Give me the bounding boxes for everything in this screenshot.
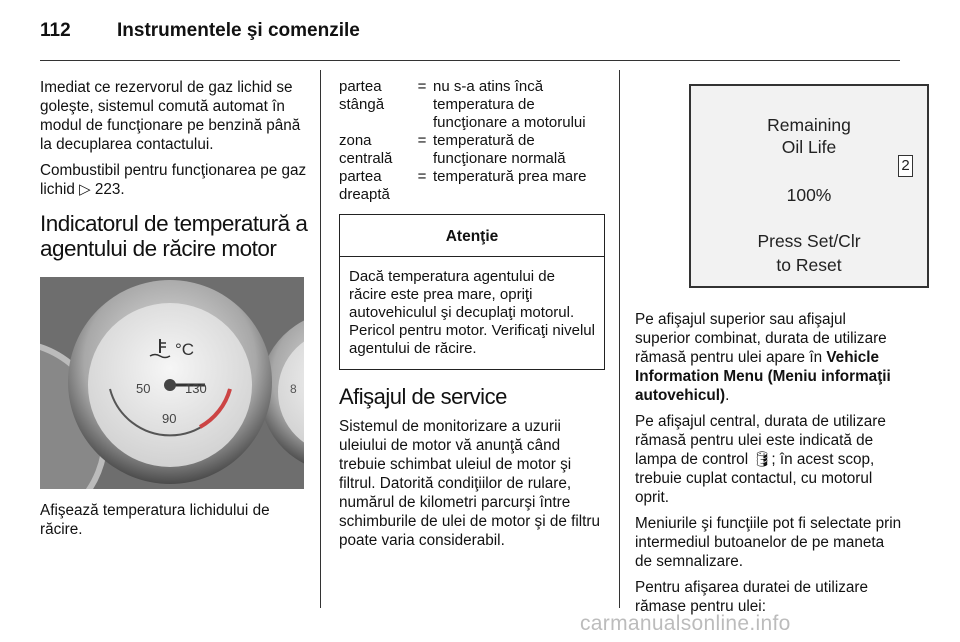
display-line-oil-life: Oil Life <box>781 137 837 157</box>
column-right <box>635 78 910 623</box>
header-divider <box>40 60 900 61</box>
oil-life-display-image <box>689 84 929 288</box>
upper-display-paragraph: Pe afişajul superior sau afişajul superior combinat, durata de utilizare rămasă pentru ulei apare în Vehicle Information Menu (Meniu informaţii autovehicul). <box>635 311 891 404</box>
oil-can-icon: 🛢 <box>752 451 772 468</box>
warning-body: Dacă temperatura agentului de răcire este prea mare, opriţi autovehiculul şi decuplaţi motorul. Pericol pentru motor. Verificaţi nivelul agentului de răcire. <box>349 268 595 357</box>
display-line-reset: to Reset <box>776 255 842 275</box>
column-left <box>40 78 308 546</box>
gauge-label-50: 50 <box>136 381 151 396</box>
definition-equals: = <box>417 168 427 185</box>
definition-desc: temperatură prea mare <box>433 168 587 185</box>
page-header <box>40 20 900 60</box>
gauge-caption: Afişează temperatura lichidului de răcire. <box>40 502 270 538</box>
menu-paragraph: Meniurile şi funcţiile pot fi selectate prin intermediul butoanelor de pe maneta de semnalizare. <box>635 515 902 570</box>
definition-equals: = <box>417 78 427 95</box>
definition-desc: nu s-a atins încă temperatura de funcţionare a motorului <box>433 78 586 131</box>
column-middle <box>339 78 605 557</box>
page-reference-link[interactable]: 223. <box>94 181 125 198</box>
gauge-unit-label: °C <box>175 340 195 359</box>
lpg-paragraph: Imediat ce rezervorul de gaz lichid se goleşte, sistemul comută automat în modul de funcţionare pe benzină până la decuplarea contactului. <box>40 79 301 153</box>
definition-list <box>339 78 605 204</box>
display-percent: 100% <box>786 185 832 205</box>
definition-term: partea stângă <box>339 78 385 113</box>
warning-box <box>339 214 605 370</box>
central-display-paragraph: Pe afişajul central, durata de utilizare rămasă pentru ulei este indicată de lampa de control 🛢; în acest scop, trebuie cuplat contactul, cu motorul oprit. <box>635 413 886 506</box>
page-title: Instrumentele şi comenzile <box>117 20 360 41</box>
display-index-badge: 2 <box>898 155 913 177</box>
coolant-heading: Indicatorul de temperatură a agentului de răcire motor <box>40 211 308 261</box>
definition-term: zona centrală <box>339 132 393 167</box>
display-line-press: Press Set/Clr <box>757 231 861 251</box>
coolant-gauge-image <box>40 277 304 489</box>
service-paragraph: Sistemul de monitorizare a uzurii uleiului de motor vă anunţă când trebuie schimbat uleiul de motor şi filtrul. Datorită condiţiilor de rulare, numărul de kilometri parcurşi între schimburile de ulei de motor şi de filtru poate varia considerabil. <box>339 418 601 549</box>
gauge-label-90: 90 <box>162 411 177 426</box>
column-divider-2 <box>619 70 620 608</box>
lpg-fuel-paragraph: Combustibil pentru funcţionarea pe gaz lichid ▷ 223. <box>40 162 307 198</box>
watermark: carmanualsonline.info <box>580 612 791 635</box>
oil-display-paragraph: Pentru afişarea duratei de utilizare rămase pentru ulei: <box>635 579 868 615</box>
definition-desc: temperatură de funcţionare normală <box>433 132 566 167</box>
definition-equals: = <box>417 132 427 149</box>
service-heading: Afişajul de service <box>339 384 507 409</box>
vehicle-info-menu-term: Vehicle Information Menu (Meniu informaţii autovehicul) <box>635 349 891 404</box>
warning-title: Atenţie <box>340 215 604 257</box>
display-line-remaining: Remaining <box>767 115 851 135</box>
triangle-reference-icon: ▷ <box>79 181 91 198</box>
definition-term: partea dreaptă <box>339 168 390 203</box>
gauge-label-130: 130 <box>185 381 207 396</box>
page-number: 112 <box>40 20 71 41</box>
gauge-side-label: 8 <box>290 382 297 396</box>
column-divider-1 <box>320 70 321 608</box>
